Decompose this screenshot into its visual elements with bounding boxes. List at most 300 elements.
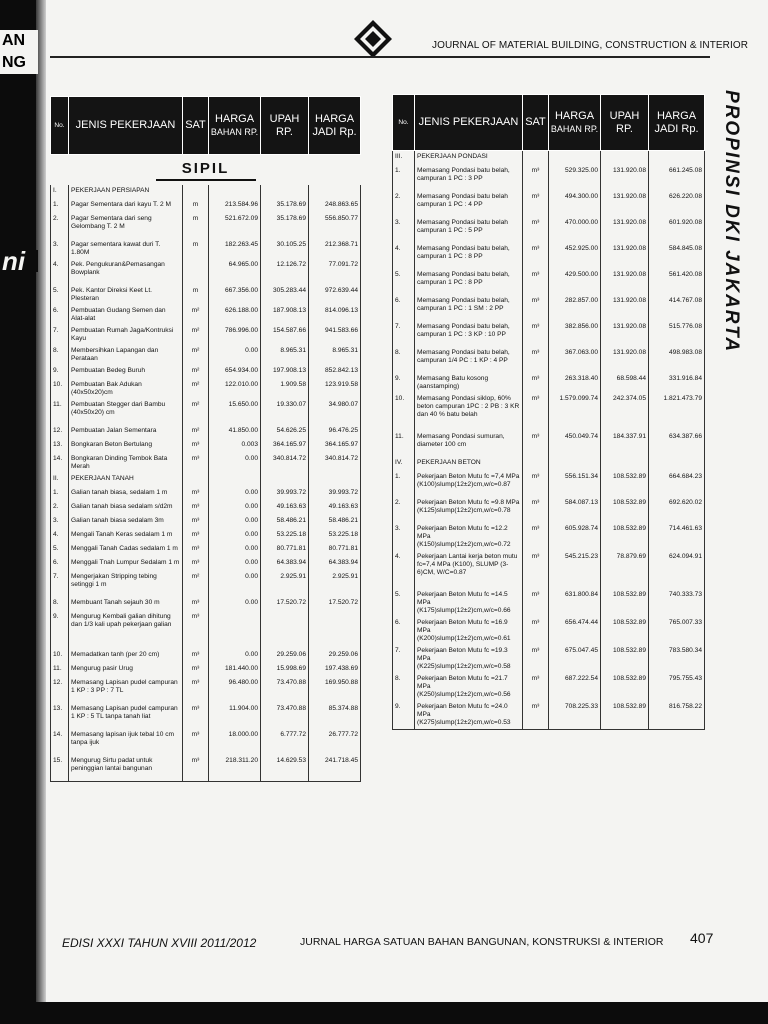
- table-row: [393, 589, 705, 617]
- row-material-price: 218.311.20: [209, 755, 261, 782]
- table-row: [51, 501, 361, 515]
- row-labor-price: 184.337.91: [601, 431, 649, 457]
- row-labor-price: 8.965.31: [261, 345, 309, 365]
- row-number: 5.: [51, 543, 69, 557]
- row-unit: m³: [523, 589, 549, 617]
- col-harga-bahan-1: HARGA: [214, 112, 255, 125]
- row-number: 3.: [51, 515, 69, 529]
- col-upah-2: RP.: [616, 122, 633, 135]
- row-labor-price: 131.920.08: [601, 243, 649, 269]
- row-description: Memasang Batu kosong (aanstamping): [415, 373, 523, 393]
- row-total-price: 77.091.72: [309, 259, 361, 285]
- row-description: Pekerjaan Beton Mutu fc =12.2 MPa (K150)slump(12±2)cm,w/c=0.72: [415, 523, 523, 551]
- row-material-price: 529.325.00: [549, 165, 601, 191]
- row-total-price: 664.684.23: [649, 471, 705, 497]
- row-number: 6.: [393, 617, 415, 645]
- row-labor-price: [601, 457, 649, 471]
- row-unit: m³: [523, 217, 549, 243]
- row-number: 8.: [393, 673, 415, 701]
- row-unit: m³: [183, 453, 209, 473]
- row-unit: m³: [523, 321, 549, 347]
- row-labor-price: 15.998.69: [261, 663, 309, 677]
- binding-shadow: [0, 0, 36, 1024]
- row-material-price: 605.928.74: [549, 523, 601, 551]
- row-number: 4.: [51, 529, 69, 543]
- col-harga-bahan: [549, 95, 601, 151]
- row-description: Pembuatan Jalan Sementara: [69, 425, 183, 439]
- edge-text-top-1: AN: [0, 30, 38, 52]
- col-no: No.: [51, 97, 69, 155]
- row-description: Bongkaran Beton Bertulang: [69, 439, 183, 453]
- row-description: Menggali Tnah Lumpur Sedalam 1 m: [69, 557, 183, 571]
- row-number: IV.: [393, 457, 415, 471]
- row-labor-price: 1.909.58: [261, 379, 309, 399]
- row-description: Memasang Pondasi batu belah, campuran 1 PC : 3 PP: [415, 165, 523, 191]
- row-number: 11.: [51, 399, 69, 425]
- row-material-price: 667.356.00: [209, 285, 261, 305]
- table-row: [51, 487, 361, 501]
- row-description: Memasang Pondasi batu belah campuran 1 PC : 5 PP: [415, 217, 523, 243]
- row-material-price: 0.00: [209, 515, 261, 529]
- row-labor-price: 12.126.72: [261, 259, 309, 285]
- row-total-price: 197.438.69: [309, 663, 361, 677]
- col-sat: SAT: [183, 97, 209, 155]
- row-total-price: 634.387.66: [649, 431, 705, 457]
- row-number: III.: [393, 151, 415, 166]
- row-total-price: 8.965.31: [309, 345, 361, 365]
- row-labor-price: [601, 151, 649, 166]
- col-harga-bahan-2: BAHAN RP.: [210, 126, 259, 137]
- row-number: 11.: [51, 663, 69, 677]
- row-material-price: 0.00: [209, 543, 261, 557]
- row-unit: m²: [183, 399, 209, 425]
- row-number: 8.: [51, 345, 69, 365]
- row-unit: m³: [183, 557, 209, 571]
- col-upah-1: UPAH: [269, 112, 300, 125]
- row-number: 4.: [51, 259, 69, 285]
- row-labor-price: 73.470.88: [261, 703, 309, 729]
- row-material-price: 382.856.00: [549, 321, 601, 347]
- row-total-price: 561.420.08: [649, 269, 705, 295]
- row-material-price: 367.063.00: [549, 347, 601, 373]
- row-total-price: 80.771.81: [309, 543, 361, 557]
- row-labor-price: 131.920.08: [601, 295, 649, 321]
- row-unit: m²: [183, 379, 209, 399]
- row-unit: m³: [183, 501, 209, 515]
- row-labor-price: 108.532.89: [601, 617, 649, 645]
- table-row: [51, 611, 361, 649]
- binding-edge: [36, 0, 46, 1024]
- row-description: Galian tanah biasa sedalam s/d2m: [69, 501, 183, 515]
- section-header-row: [51, 473, 361, 487]
- table-row: [393, 373, 705, 393]
- table-row: [393, 295, 705, 321]
- row-total-price: 661.245.08: [649, 165, 705, 191]
- row-unit: m²: [183, 571, 209, 597]
- row-total-price: 34.980.07: [309, 399, 361, 425]
- row-labor-price: 78.879.69: [601, 551, 649, 589]
- row-material-price: [209, 611, 261, 649]
- col-no: No.: [393, 95, 415, 151]
- row-unit: m³: [183, 729, 209, 755]
- row-labor-price: 39.993.72: [261, 487, 309, 501]
- row-material-price: 282.857.00: [549, 295, 601, 321]
- table-row: [51, 729, 361, 755]
- row-number: 11.: [393, 431, 415, 457]
- row-total-price: 123.919.58: [309, 379, 361, 399]
- row-unit: m: [183, 239, 209, 259]
- row-number: 8.: [393, 347, 415, 373]
- col-harga-bahan: [209, 97, 261, 155]
- table-row: [51, 325, 361, 345]
- row-total-price: 85.374.88: [309, 703, 361, 729]
- row-number: 4.: [393, 551, 415, 589]
- table-row: [393, 165, 705, 191]
- row-unit: m: [183, 285, 209, 305]
- col-jenis: JENIS PEKERJAAN: [415, 95, 523, 151]
- row-material-price: 263.318.40: [549, 373, 601, 393]
- table-row: [51, 453, 361, 473]
- row-labor-price: 187.908.13: [261, 305, 309, 325]
- row-unit: [183, 185, 209, 199]
- row-labor-price: 108.532.89: [601, 645, 649, 673]
- row-description: Menggali Tanah Cadas sedalam 1 m: [69, 543, 183, 557]
- row-description: Membuant Tanah sejauh 30 m: [69, 597, 183, 611]
- table-row: [51, 345, 361, 365]
- row-number: 10.: [393, 393, 415, 431]
- row-total-price: 64.383.94: [309, 557, 361, 571]
- row-labor-price: 108.532.89: [601, 471, 649, 497]
- row-description: Mengerjakan Stripping tebing setinggi 1 m: [69, 571, 183, 597]
- row-material-price: 0.00: [209, 487, 261, 501]
- row-total-price: 714.461.63: [649, 523, 705, 551]
- row-material-price: 675.047.45: [549, 645, 601, 673]
- row-unit: m²: [183, 365, 209, 379]
- section-title: SIPIL: [156, 159, 256, 181]
- edge-text-top-2: NG: [0, 52, 38, 74]
- row-total-price: 941.583.66: [309, 325, 361, 345]
- row-description: Pekerjaan Beton Mutu fc =19.3 MPa (K225)slump(12±2)cm,w/c=0.58: [415, 645, 523, 673]
- row-description: Memasang Lapisan pudel campuran 1 KP : 3 PP : 7 TL: [69, 677, 183, 703]
- row-description: PEKERJAAN BETON: [415, 457, 523, 471]
- row-material-price: 213.584.96: [209, 199, 261, 213]
- row-material-price: 429.500.00: [549, 269, 601, 295]
- row-unit: m³: [183, 529, 209, 543]
- row-unit: m³: [523, 523, 549, 551]
- row-material-price: 450.049.74: [549, 431, 601, 457]
- row-description: Mengurug Sirtu padat untuk peninggian lantai bangunan: [69, 755, 183, 782]
- row-number: 9.: [393, 373, 415, 393]
- table-row: [51, 305, 361, 325]
- table-row: [51, 285, 361, 305]
- row-total-price: 2.925.91: [309, 571, 361, 597]
- section-header-row: [393, 151, 705, 166]
- row-number: 9.: [393, 701, 415, 730]
- row-labor-price: 131.920.08: [601, 165, 649, 191]
- row-number: 6.: [51, 305, 69, 325]
- table-row: [51, 703, 361, 729]
- row-number: 14.: [51, 453, 69, 473]
- row-number: 7.: [393, 321, 415, 347]
- row-number: 2.: [51, 501, 69, 515]
- right-table-body: [393, 151, 705, 730]
- row-material-price: 0.00: [209, 571, 261, 597]
- row-material-price: 470.000.00: [549, 217, 601, 243]
- row-number: 9.: [51, 611, 69, 649]
- section-header-row: [51, 185, 361, 199]
- row-total-price: 816.758.22: [649, 701, 705, 730]
- row-total-price: 814.096.13: [309, 305, 361, 325]
- province-title-text: PROPINSI DKI JAKARTA: [721, 90, 742, 354]
- row-description: Memasang Pondasi siklop, 60% beton campuran 1PC : 2 PB : 3 KR dan 40 % batu belah: [415, 393, 523, 431]
- table-row: [51, 529, 361, 543]
- table-row: [51, 649, 361, 663]
- row-labor-price: 108.532.89: [601, 701, 649, 730]
- table-row: [51, 439, 361, 453]
- row-number: 9.: [51, 365, 69, 379]
- row-labor-price: 131.920.08: [601, 217, 649, 243]
- row-total-price: 795.755.43: [649, 673, 705, 701]
- row-description: Pek. Pengukuran&Pemasangan Bowplank: [69, 259, 183, 285]
- row-description: Pagar sementara kawat duri T. 1.80M: [69, 239, 183, 259]
- row-description: PEKERJAAN PONDASI: [415, 151, 523, 166]
- row-total-price: 241.718.45: [309, 755, 361, 782]
- row-description: Memasang Pondasi batu belah campuran 1 PC : 4 PP: [415, 191, 523, 217]
- row-material-price: 0.00: [209, 649, 261, 663]
- row-labor-price: 64.383.94: [261, 557, 309, 571]
- col-harga-jadi: [309, 97, 361, 155]
- row-unit: m³: [523, 243, 549, 269]
- table-row: [51, 755, 361, 782]
- row-unit: m³: [183, 611, 209, 649]
- row-unit: m²: [183, 305, 209, 325]
- row-description: Pek. Kantor Direksi Keet Lt. Plesteran: [69, 285, 183, 305]
- row-number: 2.: [51, 213, 69, 239]
- col-jenis: JENIS PEKERJAAN: [69, 97, 183, 155]
- row-description: Pembuatan Stegger dari Bambu (40x50x20) cm: [69, 399, 183, 425]
- row-material-price: 0.00: [209, 597, 261, 611]
- row-material-price: 64.965.00: [209, 259, 261, 285]
- row-description: PEKERJAAN TANAH: [69, 473, 183, 487]
- left-price-table: [50, 96, 361, 782]
- row-total-price: 331.916.84: [649, 373, 705, 393]
- table-row: [51, 213, 361, 239]
- row-number: 14.: [51, 729, 69, 755]
- row-material-price: 182.263.45: [209, 239, 261, 259]
- row-labor-price: 73.470.88: [261, 677, 309, 703]
- table-row: [393, 191, 705, 217]
- row-total-price: 783.580.34: [649, 645, 705, 673]
- row-labor-price: 49.163.63: [261, 501, 309, 515]
- row-unit: m³: [183, 439, 209, 453]
- row-labor-price: 108.532.89: [601, 589, 649, 617]
- table-row: [51, 543, 361, 557]
- col-harga-bahan-2: BAHAN RP.: [550, 123, 599, 134]
- row-number: 3.: [393, 523, 415, 551]
- table-row: [393, 497, 705, 523]
- row-number: 13.: [51, 703, 69, 729]
- row-number: 7.: [51, 571, 69, 597]
- row-description: Pekerjaan Beton Mutu fc =21.7 MPa (K250)slump(12±2)cm,w/c=0.56: [415, 673, 523, 701]
- row-description: Mengali Tanah Keras sedalam 1 m: [69, 529, 183, 543]
- table-row: [393, 321, 705, 347]
- row-total-price: 765.007.33: [649, 617, 705, 645]
- row-unit: m³: [183, 515, 209, 529]
- row-total-price: 584.845.08: [649, 243, 705, 269]
- row-total-price: 58.486.21: [309, 515, 361, 529]
- row-total-price: 852.842.13: [309, 365, 361, 379]
- row-description: Memadatkan tanh (per 20 cm): [69, 649, 183, 663]
- row-labor-price: [261, 185, 309, 199]
- row-material-price: [209, 185, 261, 199]
- row-material-price: 96.480.00: [209, 677, 261, 703]
- footer-journal-title: JURNAL HARGA SATUAN BAHAN BANGUNAN, KONSTRUKSI & INTERIOR: [300, 936, 664, 948]
- row-unit: m: [183, 199, 209, 213]
- row-total-price: 17.520.72: [309, 597, 361, 611]
- col-harga-jadi-1: HARGA: [314, 112, 355, 125]
- row-total-price: 364.165.97: [309, 439, 361, 453]
- row-number: 3.: [393, 217, 415, 243]
- table-row: [51, 379, 361, 399]
- row-labor-price: 53.225.18: [261, 529, 309, 543]
- row-labor-price: 131.920.08: [601, 321, 649, 347]
- row-number: 6.: [393, 295, 415, 321]
- row-description: Memasang Pondasi batu belah, campuran 1 PC : 3 KP : 10 PP: [415, 321, 523, 347]
- row-description: Memasang lapisan ijuk tebal 10 cm tanpa ijuk: [69, 729, 183, 755]
- row-material-price: [209, 473, 261, 487]
- row-total-price: 96.476.25: [309, 425, 361, 439]
- row-number: 1.: [51, 199, 69, 213]
- row-material-price: 545.215.23: [549, 551, 601, 589]
- row-material-price: 0.00: [209, 501, 261, 515]
- row-unit: m²: [183, 425, 209, 439]
- table-row: [51, 239, 361, 259]
- table-row: [393, 701, 705, 730]
- row-total-price: [309, 611, 361, 649]
- row-number: 5.: [393, 269, 415, 295]
- row-description: Mengurug Kembali galian dihitung dan 1/3 kali upah pekerjaan galian: [69, 611, 183, 649]
- row-unit: [183, 473, 209, 487]
- row-description: Memasang Pondasi batu belah, campuran 1 PC : 1 SM : 2 PP: [415, 295, 523, 321]
- row-unit: m³: [523, 551, 549, 589]
- row-unit: m³: [523, 673, 549, 701]
- table-row: [393, 617, 705, 645]
- table-row: [393, 347, 705, 373]
- footer-edition: EDISI XXXI TAHUN XVIII 2011/2012: [62, 936, 257, 950]
- journal-header: JOURNAL OF MATERIAL BUILDING, CONSTRUCTION & INTERIOR: [432, 40, 749, 51]
- row-labor-price: 305.283.44: [261, 285, 309, 305]
- row-unit: m³: [183, 755, 209, 782]
- row-description: Galian tanah biasa sedalam 3m: [69, 515, 183, 529]
- row-total-price: [309, 185, 361, 199]
- row-material-price: 41.850.00: [209, 425, 261, 439]
- row-labor-price: 108.532.89: [601, 523, 649, 551]
- row-labor-price: 2.925.91: [261, 571, 309, 597]
- row-unit: m³: [523, 431, 549, 457]
- section-header-row: [393, 457, 705, 471]
- row-material-price: 631.800.84: [549, 589, 601, 617]
- row-description: Pembuatan Gudang Semen dan Alat-alat: [69, 305, 183, 325]
- row-number: 7.: [393, 645, 415, 673]
- row-material-price: 181.440.00: [209, 663, 261, 677]
- row-unit: m³: [183, 703, 209, 729]
- row-total-price: 624.094.91: [649, 551, 705, 589]
- table-row: [51, 199, 361, 213]
- row-labor-price: 131.920.08: [601, 269, 649, 295]
- row-total-price: 248.863.65: [309, 199, 361, 213]
- row-unit: m: [183, 213, 209, 239]
- province-title: [706, 90, 746, 410]
- row-labor-price: 17.520.72: [261, 597, 309, 611]
- row-labor-price: 6.777.72: [261, 729, 309, 755]
- row-number: 5.: [51, 285, 69, 305]
- row-labor-price: 29.259.06: [261, 649, 309, 663]
- right-price-table: [392, 94, 705, 730]
- row-total-price: [309, 473, 361, 487]
- row-total-price: 53.225.18: [309, 529, 361, 543]
- row-number: 5.: [393, 589, 415, 617]
- table-row: [51, 557, 361, 571]
- row-description: Pekerjaan Beton Mutu fc =16.9 MPa (K200)slump(12±2)cm,w/c=0.61: [415, 617, 523, 645]
- table-row: [393, 523, 705, 551]
- row-labor-price: 197.908.13: [261, 365, 309, 379]
- col-upah-1: UPAH: [609, 109, 640, 122]
- row-description: Pekerjaan Lantai kerja beton mutu fc=7,4 MPa (K100), SLUMP (3-6)CM, W/C=0.87: [415, 551, 523, 589]
- row-number: 4.: [393, 243, 415, 269]
- row-total-price: [649, 151, 705, 166]
- row-material-price: 708.225.33: [549, 701, 601, 730]
- row-material-price: 786.996.00: [209, 325, 261, 345]
- row-number: 3.: [51, 239, 69, 259]
- row-material-price: 452.925.00: [549, 243, 601, 269]
- table-row: [393, 431, 705, 457]
- col-harga-jadi-2: JADI Rp.: [654, 122, 699, 135]
- row-material-price: 0.00: [209, 345, 261, 365]
- table-row: [393, 393, 705, 431]
- row-description: Pembuatan Bak Adukan (40x50x20)cm: [69, 379, 183, 399]
- row-unit: m³: [523, 701, 549, 730]
- row-unit: m³: [523, 617, 549, 645]
- row-material-price: 1.579.099.74: [549, 393, 601, 431]
- row-labor-price: 68.598.44: [601, 373, 649, 393]
- table-row: [51, 365, 361, 379]
- row-material-price: 122.010.00: [209, 379, 261, 399]
- row-material-price: 0.003: [209, 439, 261, 453]
- row-material-price: 15.650.00: [209, 399, 261, 425]
- row-description: Memasang Pondasi batu belah, campuran 1 PC : 8 PP: [415, 243, 523, 269]
- row-description: Pekerjaan Beton Mutu fc =9.8 MPa (K125)slump(12±2)cm,w/c=0.78: [415, 497, 523, 523]
- row-number: I.: [51, 185, 69, 199]
- row-description: Membersihkan Lapangan dan Perataan: [69, 345, 183, 365]
- row-total-price: [649, 457, 705, 471]
- row-description: PEKERJAAN PERSIAPAN: [69, 185, 183, 199]
- row-total-price: 169.950.88: [309, 677, 361, 703]
- journal-logo-icon: [352, 18, 394, 60]
- col-harga-bahan-1: HARGA: [554, 109, 595, 122]
- row-total-price: 414.767.08: [649, 295, 705, 321]
- row-labor-price: 54.626.25: [261, 425, 309, 439]
- row-unit: m³: [183, 649, 209, 663]
- edge-text-mid: ni: [0, 250, 38, 272]
- row-total-price: 29.259.06: [309, 649, 361, 663]
- row-total-price: 26.777.72: [309, 729, 361, 755]
- row-total-price: 49.163.63: [309, 501, 361, 515]
- row-labor-price: 35.178.69: [261, 199, 309, 213]
- row-unit: m³: [523, 165, 549, 191]
- page-number: 407: [690, 930, 714, 946]
- row-labor-price: 108.532.89: [601, 497, 649, 523]
- table-row: [51, 597, 361, 611]
